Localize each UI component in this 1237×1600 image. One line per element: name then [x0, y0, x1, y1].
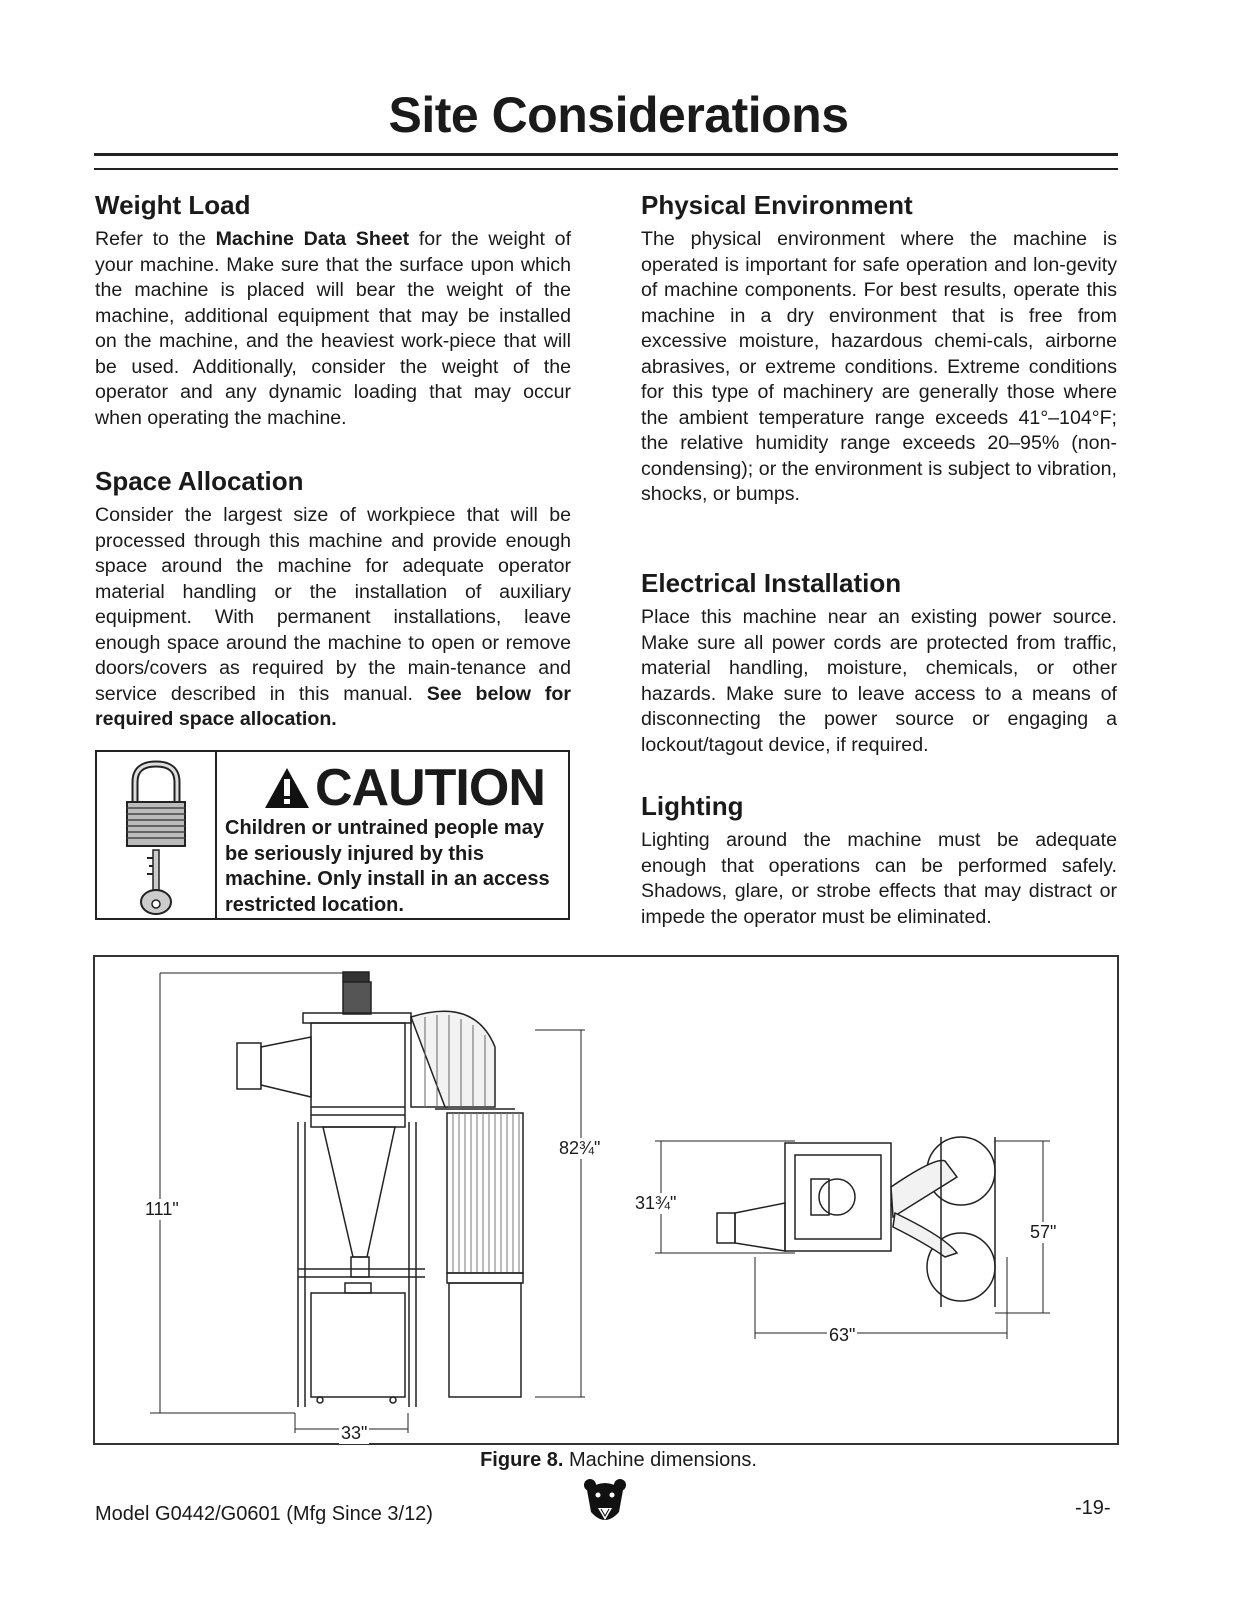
weight-load-section: [95, 189, 571, 431]
dim-width-top: 63": [829, 1325, 856, 1345]
title-rule-thin: [94, 168, 1118, 170]
bear-logo-icon: [583, 1478, 627, 1526]
lighting-section: [641, 790, 1117, 930]
lighting-heading: Lighting: [641, 791, 744, 821]
machine-drawing: [95, 957, 1117, 1443]
space-allocation-text-bold: See below for required space allocation.: [95, 682, 572, 730]
caution-message: Children or untrained people may be seriously injured by this machine. Only install in an access restricted location.: [225, 817, 550, 916]
title-rule-thick: [94, 153, 1118, 156]
space-allocation-body: [95, 503, 571, 733]
weight-load-text-post: for the weight of your machine. Make sure that the surface upon which the machine is placed will bear the weight of the machine, additional equipment that may be installed on the machine, and the heaviest work-piece that will be used. Additionally, consider the weight of the operator and any dynamic loading that may occur when operating the machine.: [95, 228, 572, 429]
electrical-installation-body: Place this machine near an existing power source. Make sure all power cords are protected from traffic, material handling, moisture, chemicals, or other hazards. Make sure to leave access to a means of disconnecting the power source or engaging a lockout/tagout device, if required.: [641, 606, 1117, 756]
lighting-body: Lighting around the machine must be adequate enough that operations can be performed safely. Shadows, glare, or strobe effects that may distract or impede the operator must be eliminated.: [641, 829, 1117, 928]
weight-load-text-bold: Machine Data Sheet: [215, 228, 410, 250]
machine-dimensions-figure: [93, 955, 1119, 1445]
figure-caption-label: Figure 8.: [480, 1449, 564, 1471]
dim-depth-top: 31¾": [635, 1193, 677, 1213]
physical-environment-body: The physical environment where the machine is operated is important for safe operation and lon-gevity of machine components. For best results, operate this machine in a dry environment that is free from excessive moisture, hazardous chemi-cals, airborne abrasives, or extreme conditions. Extreme conditions for this type of machinery are generally those where the ambient temperature range exceeds 41°–104°F; the relative humidity range exceeds 20–95% (non-condensing); or the environment is subject to vibration, shocks, or bumps.: [641, 228, 1117, 505]
space-allocation-section: [95, 465, 571, 733]
caution-box: [95, 750, 570, 920]
weight-load-text-pre: Refer to the: [95, 228, 216, 250]
electrical-installation-heading: Electrical Installation: [641, 568, 902, 598]
physical-environment-section: [641, 189, 1117, 508]
footer-model: Model G0442/G0601 (Mfg Since 3/12): [95, 1503, 433, 1525]
physical-environment-heading: Physical Environment: [641, 190, 913, 220]
dim-width-front: 33": [341, 1423, 368, 1443]
dim-height-filter: 82¾": [559, 1138, 601, 1158]
space-allocation-heading: Space Allocation: [95, 466, 304, 496]
figure-caption-text: Machine dimensions.: [563, 1449, 757, 1471]
weight-load-body: [95, 227, 571, 431]
space-allocation-text: Consider the largest size of workpiece that will be processed through this machine and provide enough space around the machine for adequate operator material handling or the installation of auxiliary equipment. With permanent installations, leave enough space around the machine to open or remove doors/covers as required by the main-tenance and service described in this manual.: [95, 504, 571, 705]
dim-height-total: 111": [145, 1199, 179, 1219]
caution-label: CAUTION: [315, 759, 545, 817]
weight-load-heading: Weight Load: [95, 190, 251, 220]
page-title: Site Considerations: [388, 87, 849, 143]
lock-cell: [97, 752, 217, 918]
electrical-installation-section: [641, 567, 1117, 758]
figure-caption: [0, 1449, 1237, 1472]
key-icon: [141, 850, 171, 914]
footer-page-number: -19-: [1075, 1497, 1111, 1519]
warning-triangle-icon: [263, 766, 311, 810]
padlock-icon: [97, 752, 215, 918]
dim-span-top: 57": [1030, 1222, 1057, 1242]
